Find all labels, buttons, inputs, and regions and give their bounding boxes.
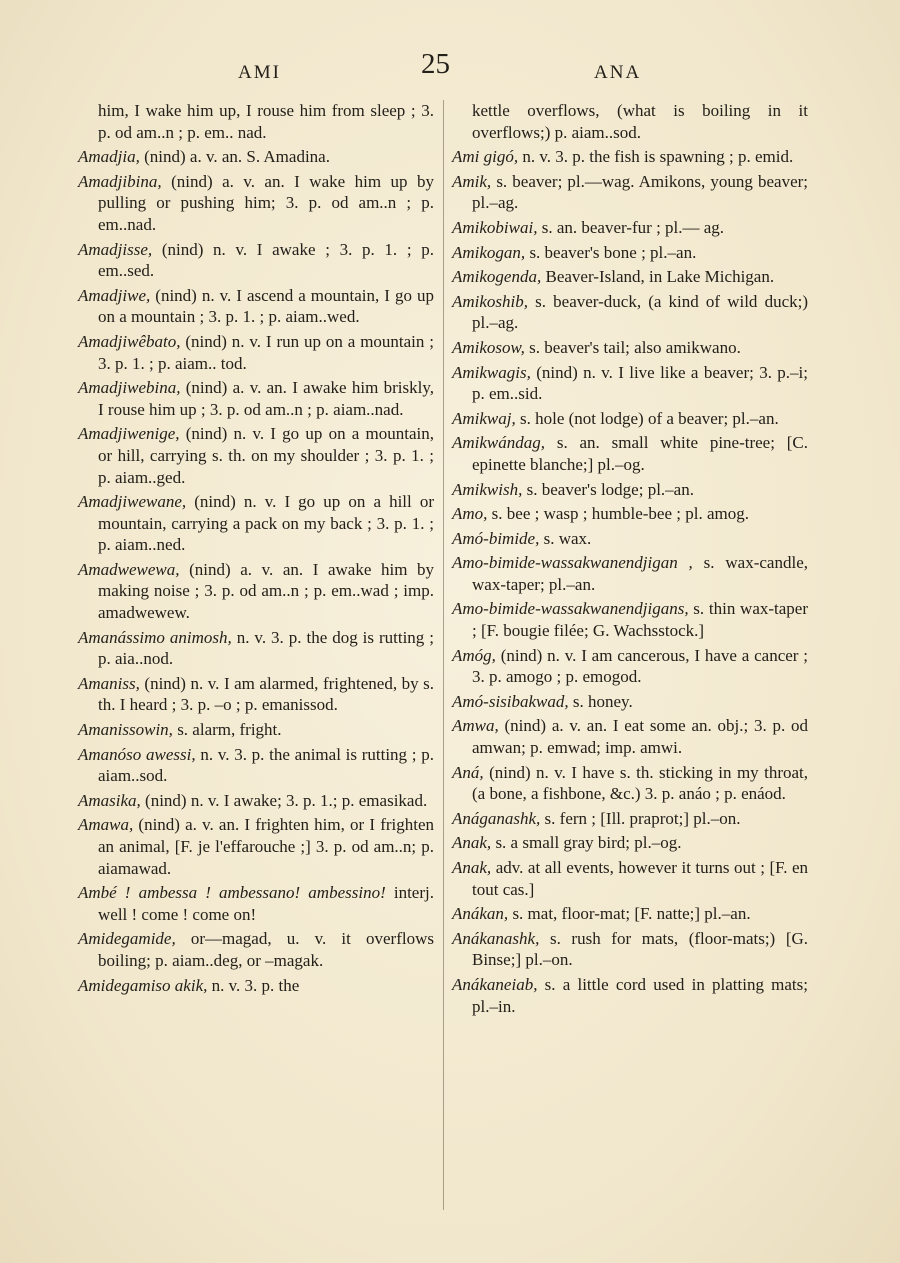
entry-definition: (nind) n. v. I am alarmed, frightened, by s. th. I heard ; 3. p. –o ; p. emanissod. [98,673,434,715]
entry-definition: n. v. 3. p. the [211,975,300,995]
dictionary-entry [452,552,808,595]
entry-definition: s. an. beaver-fur ; pl.— ag. [541,217,725,237]
entry-definition: (nind) n. v. I awake; 3. p. 1.; p. emasikad. [145,790,428,810]
entry-headword: Anákan, [452,904,509,924]
entry-definition: adv. at all events, however it turns out ; [F. en tout cas.] [472,858,809,899]
dictionary-entry [452,503,808,525]
entry-definition: or—magad, u. v. it overflows boiling; p. aiam..deg, or –magak. [98,929,434,970]
entry-headword: Amawa, [78,815,134,835]
entry-definition: (nind) n. v. I go up on a hill or mountain, carrying a pack on my back ; 3. p. 1. ; p. aiam..ned. [98,492,435,555]
entry-headword: Amo-bimide-wassakwanendjigan , [452,553,693,573]
entry-definition: s. thin wax-taper ; [F. bougie filée; G. Wachsstock.] [472,599,808,641]
entry-definition: s. beaver's lodge; pl.–an. [526,479,694,499]
dictionary-entry [452,291,808,334]
dictionary-entry [78,100,434,143]
entry-definition: s. wax-candle, wax-taper; pl.–an. [472,553,808,594]
dictionary-entry [452,857,808,900]
dictionary-entry [452,146,808,168]
entry-headword: Amadjiwebina, [78,378,181,398]
entry-headword: Amikwish, [452,479,523,499]
dictionary-entry [452,408,808,430]
entry-headword: Amikwagis, [452,362,531,382]
dictionary-entry [452,808,808,830]
dictionary-entry [78,882,434,925]
page-header [0,48,900,88]
entry-definition: (nind) n. v. I go up on a mountain, or hill, carrying s. th. on my shoulder ; 3. p. 1. ; p. aiam..ged. [98,424,434,487]
entry-headword: Anak, [452,833,492,853]
entry-headword: Amadjiwewane, [78,492,187,512]
entry-definition: (nind) a. v. an. I frighten him, or I frighten an animal, [F. je l'effarouche ;] 3. p. od am..n; p. aiamawad. [98,815,435,878]
entry-definition: s. fern ; [Ill. praprot;] pl.–on. [544,808,741,828]
entry-headword: Amik, [452,171,492,191]
entry-definition: s. alarm, fright. [177,720,282,740]
entry-headword: Amóg, [452,645,496,665]
page-number: 25 [421,48,450,80]
entry-headword: Ambé ! ambessa ! ambessano! ambessino! [78,883,386,903]
dictionary-entry [452,528,808,550]
entry-headword: Amikobiwai, [452,217,538,237]
dictionary-entry [452,645,808,688]
entry-headword: Amanissowin, [78,720,173,740]
dictionary-entry [78,377,434,420]
entry-definition: (nind) n. v. I live like a beaver; 3. p.–i; p. em..sid. [472,362,808,404]
dictionary-entry [78,146,434,168]
entry-definition: n. v. 3. p. the dog is rutting ; p. aia..nod. [98,627,434,669]
entry-headword: Amidegamiso akik, [78,975,208,995]
entry-definition: s. honey. [572,691,633,711]
entry-definition: (nind) a. v. an. I awake him by making noise ; 3. p. od am..n ; p. em..wad ; imp. amadwewew. [98,559,435,623]
running-head-left: AMI [238,62,281,83]
entry-definition: (nind) n. v. I run up on a mountain ; 3. p. 1. ; p. aiam.. tod. [98,331,435,373]
entry-headword: Amadjisse, [78,239,153,259]
entry-definition: s. beaver; pl.—wag. Amikons, young beaver; pl.–ag. [472,171,809,213]
entry-definition: s. beaver-duck, (a kind of wild duck;) pl.–ag. [472,291,808,333]
entry-headword: Amikwándag, [452,433,546,453]
entry-headword: Amadjibina, [78,171,162,191]
dictionary-entry [78,814,434,879]
entry-headword: Amadjiwenige, [78,424,180,444]
entry-definition: him, I wake him up, I rouse him from sleep ; 3. p. od am..n ; p. em.. nad. [98,101,434,142]
dictionary-entry [78,171,434,236]
entry-headword: Amikogan, [452,242,526,262]
entry-definition: s. bee ; wasp ; humble-bee ; pl. amog. [491,504,749,524]
entry-definition: (nind) a. v. an. I wake him up by pulling or pushing him; 3. p. od am..n ; p. em..nad. [98,171,435,234]
entry-headword: Amo-bimide-wassakwanendjigans, [452,599,689,619]
entry-headword: Amikwaj, [452,408,516,428]
entry-headword: Amadjia, [78,147,140,167]
dictionary-entry [78,790,434,812]
dictionary-entry [452,171,808,214]
entry-definition: s. mat, floor-mat; [F. natte;] pl.–an. [512,904,751,924]
entry-definition: (nind) a. v. an. S. Amadina. [144,147,330,167]
dictionary-entry [78,331,434,374]
dictionary-entry [452,362,808,405]
dictionary-entry [452,337,808,359]
entry-definition: s. hole (not lodge) of a beaver; pl.–an. [520,408,779,428]
dictionary-entry [452,974,808,1017]
entry-headword: Amasika, [78,790,141,810]
entry-definition: s. an. small white pine-tree; [C. epinette blanche;] pl.–og. [472,433,809,474]
dictionary-entry [78,239,434,282]
entry-definition: s. wax. [543,528,592,548]
dictionary-entry [452,832,808,854]
entry-definition: s. a small gray bird; pl.–og. [495,833,682,853]
entry-headword: Anákaneiab, [452,974,538,994]
dictionary-entry [452,100,808,143]
entry-headword: Amidegamide, [78,929,176,949]
entry-definition: (nind) n. v. I ascend a mountain, I go up on a mountain ; 3. p. 1. ; p. aiam..wed. [98,285,435,327]
dictionary-entry [78,719,434,741]
right-column [452,100,808,1020]
dictionary-entry [452,217,808,239]
dictionary-entry [78,423,434,488]
entry-headword: Aná, [452,762,484,782]
entry-headword: Amadwewewa, [78,559,180,579]
entry-definition: s. beaver's bone ; pl.–an. [529,242,697,262]
entry-headword: Amadjiwe, [78,285,151,305]
dictionary-entry [78,744,434,787]
entry-headword: Amikoshib, [452,291,529,311]
entry-headword: Amikogenda, [452,267,542,287]
entry-headword: Amaniss, [78,673,140,693]
dictionary-entry [452,715,808,758]
column-divider [443,100,444,1210]
dictionary-entry [78,975,434,997]
dictionary-entry [452,598,808,641]
entry-definition: (nind) a. v. an. I eat some an. obj.; 3. p. od amwan; p. emwad; imp. amwi. [472,716,808,758]
dictionary-entry [452,762,808,805]
dictionary-entry [452,928,808,971]
entry-definition: (nind) a. v. an. I awake him briskly, I rouse him up ; 3. p. od am..n ; p. aiam..nad. [98,378,435,419]
entry-definition: n. v. 3. p. the fish is spawning ; p. emid. [522,147,794,167]
entry-headword: Anákanashk, [452,928,540,948]
entry-headword: Ami gigó, [452,147,519,167]
entry-definition: (nind) n. v. I am cancerous, I have a cancer ; 3. p. amogo ; p. emogod. [472,645,809,687]
entry-definition: kettle overflows, (what is boiling in it overflows;) p. aiam..sod. [472,101,808,142]
dictionary-entry [78,491,434,556]
entry-definition: interj. well ! come ! come on! [98,883,434,924]
entry-definition: (nind) n. v. I awake ; 3. p. 1. ; p. em..sed. [98,239,434,281]
dictionary-entry [78,559,434,624]
entry-headword: Amo, [452,504,488,524]
dictionary-entry [452,266,808,288]
entry-headword: Amó-bimide, [452,528,540,548]
dictionary-entry [78,627,434,670]
dictionary-entry [452,242,808,264]
dictionary-entry [452,903,808,925]
entry-headword: Amanássimo animosh, [78,627,232,647]
dictionary-entry [452,691,808,713]
entry-headword: Anáganashk, [452,808,541,828]
dictionary-entry [78,928,434,971]
entry-definition: s. beaver's tail; also amikwano. [529,337,741,357]
entry-headword: Amikosow, [452,337,525,357]
dictionary-entry [78,673,434,716]
entry-headword: Amadjiwêbato, [78,331,181,351]
entry-headword: Anak, [452,858,492,877]
entry-definition: Beaver-Island, in Lake Michigan. [545,267,775,287]
entry-definition: s. rush for mats, (floor-mats;) [G. Binse;] pl.–on. [472,928,809,970]
entry-headword: Amwa, [452,716,499,736]
entry-definition: (nind) n. v. I have s. th. sticking in my throat, (a bone, a fishbone, &c.) 3. p. anáo ; p. enáod. [472,762,808,804]
left-column [78,100,434,999]
dictionary-entry [78,285,434,328]
entry-definition: s. a little cord used in platting mats; pl.–in. [472,974,808,1016]
dictionary-entry [452,432,808,475]
entry-headword: Amanóso awessi, [78,744,196,764]
entry-definition: n. v. 3. p. the animal is rutting ; p. aiam..sod. [98,744,434,786]
running-head-right: ANA [594,62,642,83]
dictionary-entry [452,479,808,501]
entry-headword: Amó-sisibakwad, [452,691,569,711]
